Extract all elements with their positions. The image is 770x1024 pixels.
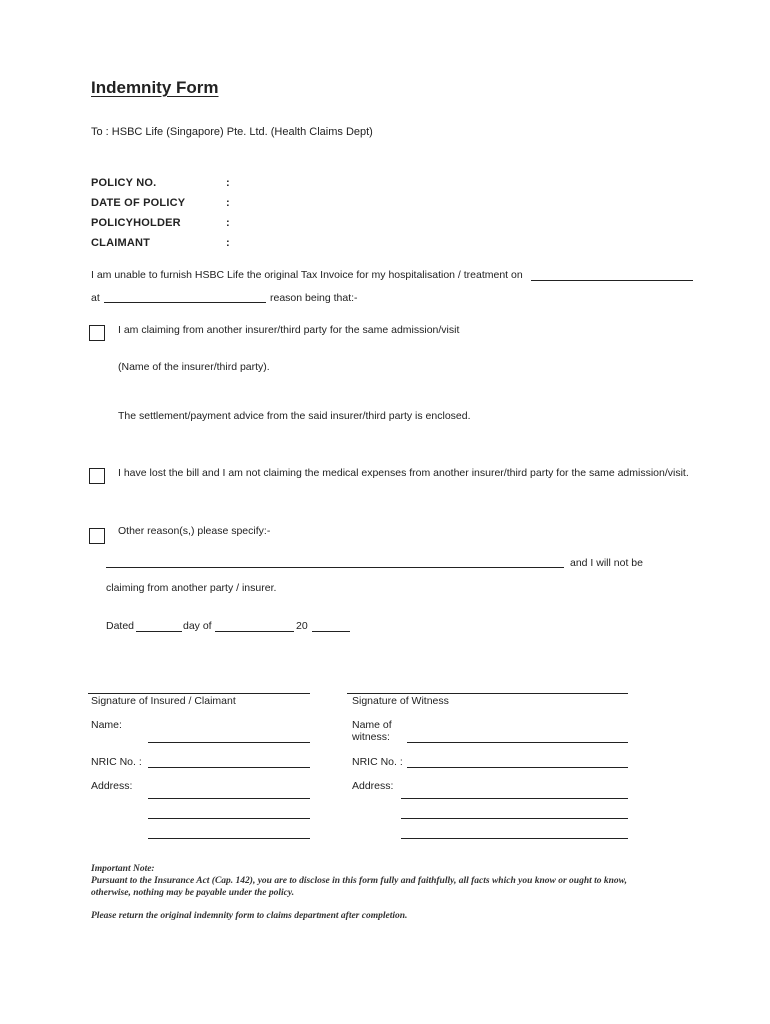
option-lost-bill-label: I have lost the bill and I am not claiming the medical expenses from another insurer/third party for the same admission/visit.	[118, 467, 689, 479]
witness-signature-title: Signature of Witness	[352, 695, 449, 707]
option-other-insurer-checkbox[interactable]	[89, 325, 105, 341]
insured-address-field-2[interactable]	[148, 818, 310, 819]
important-note-line1: Pursuant to the Insurance Act (Cap. 142), you are to disclose in this form fully and faithfully, all facts which you know or ought to know,	[91, 876, 628, 886]
witness-address-field-3[interactable]	[401, 838, 628, 839]
other-reason-suffix: and I will not be	[570, 557, 643, 569]
witness-address-field-2[interactable]	[401, 818, 628, 819]
witness-nric-field[interactable]	[407, 767, 628, 768]
policy-no-label: POLICY NO.	[91, 177, 157, 189]
witness-address-label: Address:	[352, 780, 394, 792]
dated-label: Dated	[106, 620, 135, 632]
insured-name-label: Name:	[91, 719, 122, 731]
dated-month-field[interactable]	[215, 631, 294, 632]
insured-address-field-1[interactable]	[148, 798, 310, 799]
witness-nric-label: NRIC No. :	[352, 756, 403, 768]
witness-name-field[interactable]	[407, 742, 628, 743]
day-of-label: day of	[183, 620, 212, 632]
return-note: Please return the original indemnity form to claims department after completion.	[91, 911, 408, 921]
date-of-policy-colon: :	[226, 197, 230, 209]
important-note-heading: Important Note:	[91, 864, 155, 874]
other-reason-field[interactable]	[106, 567, 564, 568]
witness-address-field-1[interactable]	[401, 798, 628, 799]
insured-nric-label: NRIC No. :	[91, 756, 142, 768]
policyholder-colon: :	[226, 217, 230, 229]
claimant-colon: :	[226, 237, 230, 249]
witness-name-label-line1: Name of	[352, 719, 392, 731]
form-title: Indemnity Form	[91, 78, 219, 97]
policyholder-label: POLICYHOLDER	[91, 217, 181, 229]
option-other-insurer-label: I am claiming from another insurer/third party for the same admission/visit	[118, 324, 460, 336]
insured-nric-field[interactable]	[148, 767, 310, 768]
insured-address-label: Address:	[91, 780, 133, 792]
option-other-reason-checkbox[interactable]	[89, 528, 105, 544]
insured-signature-title: Signature of Insured / Claimant	[91, 695, 236, 707]
treatment-date-field[interactable]	[531, 280, 693, 281]
option-lost-bill-checkbox[interactable]	[89, 468, 105, 484]
insured-name-field[interactable]	[148, 742, 310, 743]
date-of-policy-label: DATE OF POLICY	[91, 197, 186, 209]
witness-name-label-line2: witness:	[352, 731, 390, 743]
statement-at-label: at	[91, 292, 100, 304]
statement-reason-label: reason being that:-	[270, 292, 358, 304]
insured-address-field-3[interactable]	[148, 838, 310, 839]
witness-signature-field[interactable]	[347, 693, 628, 694]
option-other-reason-label: Other reason(s,) please specify:-	[118, 525, 271, 537]
dated-day-field[interactable]	[136, 631, 182, 632]
hospital-field[interactable]	[104, 302, 266, 303]
addressee-line: To : HSBC Life (Singapore) Pte. Ltd. (Health Claims Dept)	[91, 126, 373, 138]
statement-line: I am unable to furnish HSBC Life the original Tax Invoice for my hospitalisation / treatment on	[91, 269, 523, 281]
year-label: 20	[296, 620, 308, 632]
other-reason-continuation: claiming from another party / insurer.	[106, 582, 277, 594]
dated-year-field[interactable]	[312, 631, 350, 632]
settlement-note: The settlement/payment advice from the said insurer/third party is enclosed.	[118, 410, 471, 422]
important-note-line2: otherwise, nothing may be payable under the policy.	[91, 888, 295, 898]
claimant-label: CLAIMANT	[91, 237, 151, 249]
insured-signature-field[interactable]	[88, 693, 310, 694]
insurer-name-note: (Name of the insurer/third party).	[118, 361, 270, 373]
policy-no-colon: :	[226, 177, 230, 189]
